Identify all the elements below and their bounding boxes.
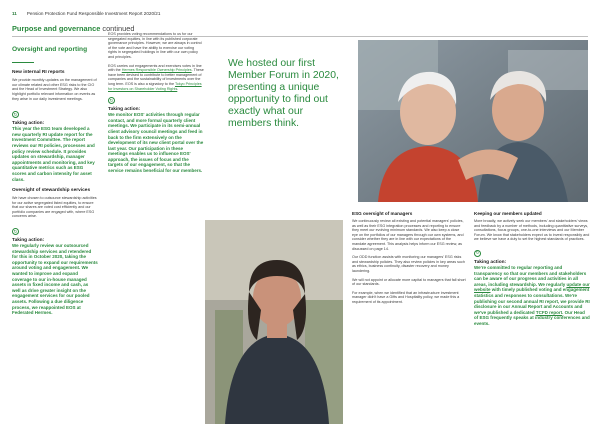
col-oversight: [12, 46, 98, 316]
tcfd-report-link[interactable]: TCFD report: [535, 309, 563, 315]
members-updated-body: More broadly, we actively seek our members' and stakeholders' views and feedback by a number of methods, including quantitative surveys, consultations, focus groups, one-to-one interviews and our Member Forum. We know that stakeholders expect us to invest responsibly and we believe we have a duty to set the highest standards of practices.: [474, 219, 590, 242]
eos-body-2: [108, 64, 204, 92]
members-action-post: . Our Head of ESG frequently speaks at industry conferences and events.: [474, 309, 590, 326]
taking-action-text-eos: We monitor EOS' activities through regular contact, and more formal quarterly client meetings. We participate in its semi-annual client advisory council meetings and feed in back to the firm extensively on the development of its new client portal over the last year. Our participation in these meetings enables us to influence EOS' approach, the issues of focus and the targets of our engagement, so that the service remains beneficial for our members.: [108, 112, 204, 174]
topic-suffix: continued: [102, 24, 135, 33]
new-internal-body: We provide monthly updates on the management of our climate related and other ESG risks to the CIO and the Head of Investment Strategy. We also highlight portfolio relevant information on events as they arise in our daily investment meetings.: [12, 78, 97, 101]
members-updated-title: Keeping our members updated: [474, 211, 542, 216]
taking-action-title-members: Taking action:: [474, 259, 507, 265]
esg-oversight-body-3: We will not appoint or allocate more capital to managers that fall short of our standards.: [352, 277, 466, 287]
esg-oversight-body-1: We continuously review all existing and potential managers' policies, as well as their ESG integration processes and reporting to ensure they meet our evolving minimum standards. We also keep a close eye on the portfolios of our managers through our own systems, and consider whether they are in line with our expectations of the mandate agreement. This analysis helps inform our ESG review, as discussed on page 14.: [352, 219, 464, 251]
taking-action-text-2: We regularly review our outsourced stewardship services and retendered for this in October 2020, taking the opportunity to expand our requirements around voting and engagement. We wanted to improve and expand coverage to our in-house managed assets in fixed income and cash, as well as drive greater insight on the engagement services for our pooled assets. Following a due diligence process, we reappointed EOS at Federated Hermes.: [12, 243, 98, 316]
esg-oversight-title: ESG oversight of managers: [352, 211, 413, 216]
page-number: 11: [12, 11, 17, 16]
heading-rule: [12, 62, 34, 63]
check-arrow-icon: ↻: [13, 111, 18, 117]
check-arrow-icon: ↻: [13, 228, 18, 234]
eos-body-2-mid: . These have been devised to contribute to better management of companies and the sustainability of investments over the long term. EOS is also a signatory to the: [108, 68, 204, 86]
speaker-photo: [205, 220, 343, 424]
update-website-link[interactable]: update our website: [474, 281, 590, 293]
col-eos: [108, 32, 204, 174]
taking-action-title-2: Taking action:: [12, 238, 45, 244]
new-internal-title: New internal RI reports: [12, 70, 65, 76]
eos-body-2-pre: EOS carries out engagements and exercises votes in line with the: [108, 63, 202, 73]
taking-action-title-eos: Taking action:: [108, 107, 141, 113]
taking-action-text-1: This year the ESG team developed a new quarterly RI update report for the Investment Committee. The report reviews our RI policies, processes and policy review schedule. It provides updates on stewardship, manager appointments and monitoring, and key quantitative metrics such as ESG scores and carbon intensity for asset class.: [12, 126, 95, 182]
members-action-pre: We're committed to regular reporting and transparency so that our members and stakeholders can be aware of our progress and activities in all areas, including stewardship. We regularly: [474, 264, 587, 287]
taking-action-title-1: Taking action:: [12, 121, 45, 127]
eos-body-1: EOS provides voting recommendations to us for our segregated equities, in line with its published corporate governance principles. However, we are always in control of the vote and have the ability to exercise our voting rights in segregated holdings in line with our own policy and principles.: [108, 32, 202, 59]
oversight-stewardship-title: Oversight of stewardship services: [12, 188, 91, 194]
hermes-principles-link[interactable]: Hermes Responsible Ownership Principles: [121, 68, 192, 73]
check-arrow-icon: ↻: [109, 97, 114, 103]
member-forum-quote: We hosted our first Member Forum in 2020, presenting a unique opportunity to find out exactly what our members think.: [228, 58, 339, 129]
col-esg-managers: [352, 211, 466, 305]
check-arrow-icon: ↻: [475, 250, 480, 256]
taking-action-text-members: [474, 265, 590, 327]
esg-oversight-body-4: For example, when we identified that an infrastructure investment manager didn't have a Gifts and Hospitality policy, we made this a requirement of its appointment.: [352, 290, 460, 304]
col-members: [474, 211, 590, 327]
report-title: Pension Protection Fund Responsible Investment Report 2020/21: [26, 11, 161, 16]
section-heading-oversight: Oversight and reporting: [12, 46, 88, 53]
members-photo: [358, 40, 588, 202]
eos-body-2-post: .: [177, 86, 179, 91]
members-action-mid: with timely published voting and engagement statistics and responses to consultations. We're publishing our second annual RI report, we provide RI disclosure in our Annual Report and Accounts and we've published a dedicated: [474, 287, 590, 315]
oversight-stewardship-body: We have chosen to outsource stewardship activities for our active segregated listed equities, to ensure that our shares are voted cost efficiently and our portfolio companies are engaged with, where ESG concerns arise.: [12, 196, 97, 219]
page-header: [12, 11, 160, 16]
top-divider: [12, 36, 588, 37]
topic-main: Purpose and governance: [12, 24, 101, 33]
tokyo-principles-link[interactable]: Tokyo Principles for Investors on Shareholder Voting Rights: [108, 81, 202, 91]
esg-oversight-body-2: Our ODD function assists with monitoring our managers' ESG risks and stewardship policies. They also review policies in key areas such as ethics, business continuity, disaster recovery and money laundering.: [352, 255, 465, 273]
